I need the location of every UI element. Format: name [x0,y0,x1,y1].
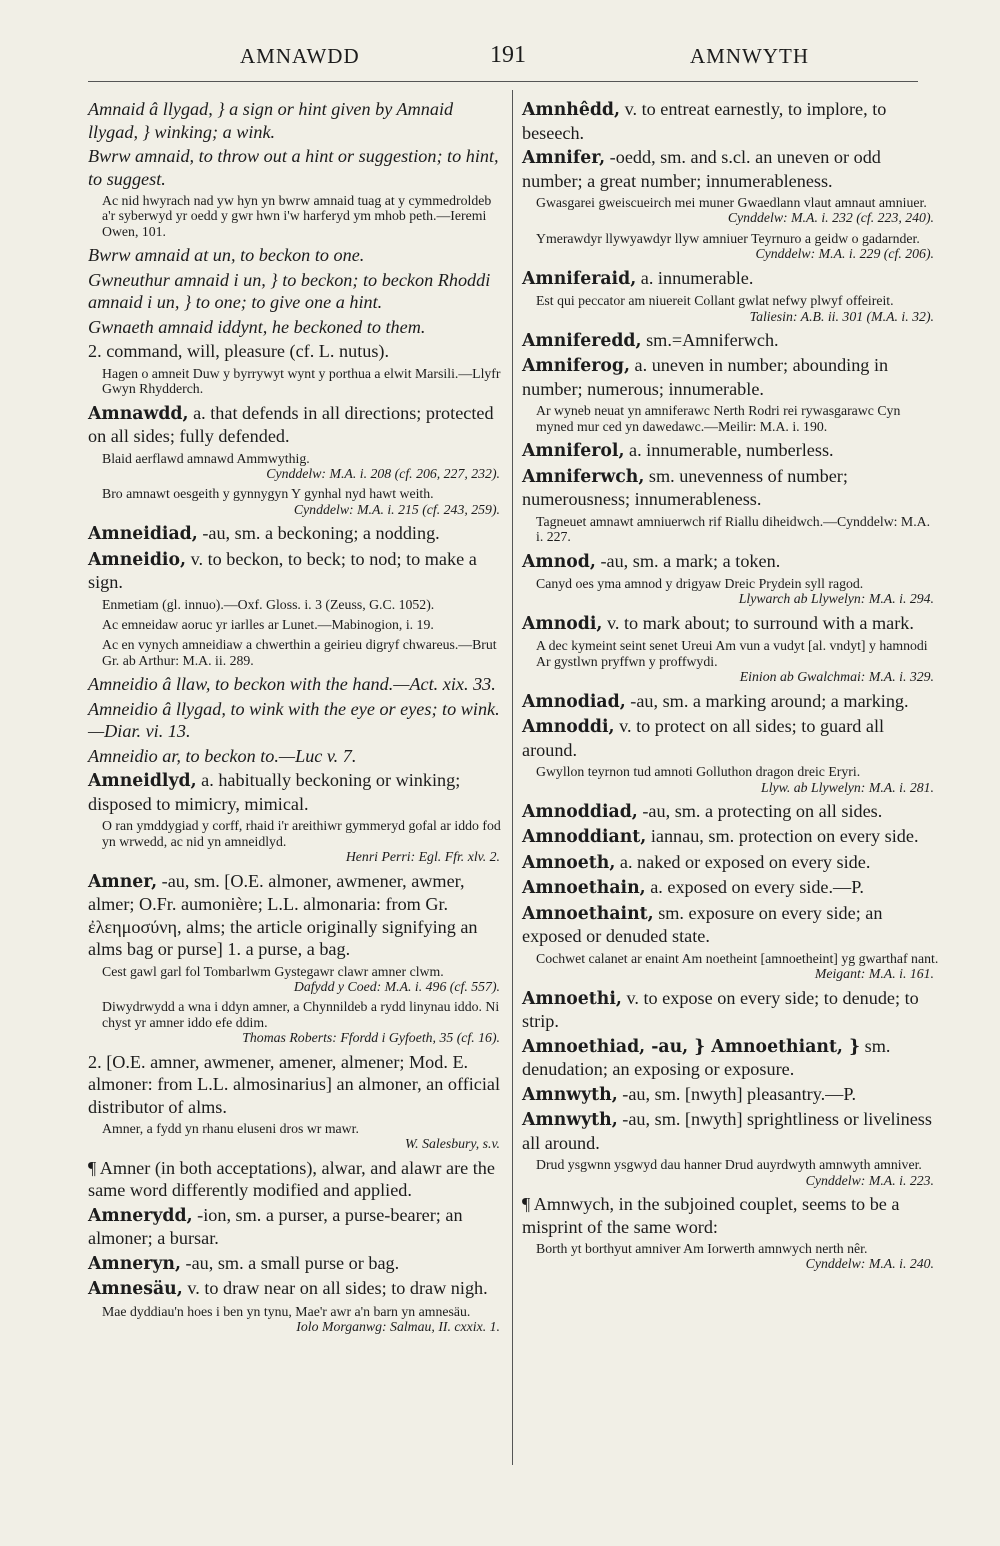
citation-text: Cest gawl garl fol Tombarlwm Gystegawr clawr amner clwm. [102,963,444,979]
citation-source: Thomas Roberts: Ffordd i Gyfoeth, 35 (cf. 16). [242,1030,500,1046]
citation-source: W. Salesbury, s.v. [404,1136,500,1152]
header-rule [88,81,918,82]
dictionary-entry [522,1035,940,1081]
dictionary-entry [522,876,940,900]
dictionary-entry [522,1108,940,1154]
entry-definition: -au, sm. [nwyth] sprightliness or liveliness all around. [522,1109,932,1153]
dictionary-entry [522,267,940,291]
entry-definition: -au, sm. a beckoning; a nodding. [197,523,440,544]
sense-note: 2. command, will, pleasure (cf. L. nutus). [88,341,390,362]
left-column [88,98,506,1340]
citation-text: A dec kymeint seint senet Ureui Am vun a vudyt [al. vndyt] y hamnodi Ar gystlwn pryffwn y proffwydi. [536,638,928,669]
entry-definition: iannau, sm. protection on every side. [646,826,919,847]
entry-definition: a. habitually beckoning or winking; disposed to mimicry, mimical. [88,770,461,814]
dictionary-entry [88,769,506,815]
citation-source: Cynddelw: M.A. i. 223. [805,1172,934,1188]
entry-headword: Amneryn, [88,1253,181,1274]
dictionary-entry [88,870,506,961]
sense-note: 2. [O.E. amner, awmener, amener, almener; Mod. E. almoner: from L.L. almosinarius] an almoner, an official distributor of alms. [88,1051,501,1117]
entry-definition: sm. exposure on every side; an exposed or denuded state. [522,902,883,947]
citation [536,231,940,262]
dictionary-entry [522,1083,940,1107]
dictionary-entry [88,522,506,546]
entry-headword: Amnerydd, [88,1205,193,1226]
phrase-subentry: Gwnaeth amnaid iddynt, he beckoned to them. [88,316,426,337]
dictionary-entry [88,1252,506,1276]
citation-text: Gwasgarei gweiscueirch mei muner Gwaedlann vlaut amnaut amniuer. [536,195,927,210]
citation-text: Hagen o amneit Duw y byrrywyt wynt y porthua a elwit Marsili.—Llyfr Gwyn Rhydderch. [102,365,501,397]
entry-definition: a. innumerable. [636,267,754,288]
dictionary-entry [522,146,940,192]
phrase-subentry: Amneidio â llygad, to wink with the eye or eyes; to wink.—Diar. vi. 13. [88,698,500,742]
citation [102,597,506,612]
citation [102,818,506,864]
dictionary-entry [88,1277,506,1301]
citation-text: O ran ymddygiad y corff, rhaid i'r areithiwr gymmeryd gofal ar iddo fod yn wrwedd, ac nid yn amneidlyd. [102,818,501,849]
phrase-subentry: Bwrw amnaid at un, to beckon to one. [88,245,365,266]
dictionary-entry [522,825,940,849]
entry-headword: Amnifer, [522,148,606,168]
entry-headword: Amnoddiad, [522,801,638,822]
citation-text: Canyd oes yma amnod y drigyaw Dreic Prydein syll ragod. [536,576,864,592]
dictionary-entry [522,612,940,636]
right-column [522,98,940,1277]
citation-text: Tagneuet amnawt amniuerwch rif Riallu diheidwch.—Cynddelw: M.A. i. 227. [536,513,931,545]
dictionary-entry [522,800,940,824]
citation-source: Cynddelw: M.A. i. 208 (cf. 206, 227, 232). [266,465,500,481]
dictionary-entry [522,851,940,875]
entry-definition: -au, sm. a mark; a token. [595,550,781,571]
entry-headword: Amneidlyd, [88,771,197,792]
phrase-subentry: Amneidio ar, to beckon to.—Luc v. 7. [88,745,357,766]
citation [102,1304,506,1335]
citation-source: Einion ab Gwalchmai: M.A. i. 329. [739,669,934,685]
entry-definition: a. uneven in number; abounding in number; numerous; innumerable. [522,355,889,399]
citation-text: Gwyllon teyrnon tud amnoti Golluthon dragon dreic Eryri. [536,764,861,780]
citation-text: Ac en vynych amneidiaw a chwerthin a geirieu digryf chwareus.—Brut Gr. ab Arthur: M.A. ii. 289. [102,637,497,668]
entry-definition: v. to mark about; to surround with a mark. [602,612,914,633]
entry-definition: v. to draw near on all sides; to draw nigh. [182,1278,488,1299]
left-guide-word: AMNAWDD [240,44,360,68]
running-header [0,44,1000,74]
entry-headword: Amnesäu, [88,1279,183,1300]
entry-headword: Amnodi, [522,613,603,634]
entry-definition: v. to entreat earnestly, to implore, to beseech. [522,99,887,143]
citation-text: Ar wyneb neuat yn amniferawc Nerth Rodri rei rywasgarawc Cyn myned mur ced yn dawedawc.—Meilir: M.A. i. 190. [536,403,901,434]
entry-headword: Amnoethain, [522,878,646,899]
entry-definition: v. to protect on all sides; to guard all around. [522,716,885,760]
entry-headword: Amnoethaint, [522,903,654,924]
phrase-subentry: Bwrw amnaid, to throw out a hint or suggestion; to hint, to suggest. [88,146,499,189]
phrase-subentry: Amnaid â llygad, } a sign or hint given by Amnaid llygad, } winking; a wink. [88,99,454,142]
entry-headword: Amniferedd, [522,330,642,351]
dictionary-entry [88,548,506,594]
citation-text: Ymerawdyr llywyawdyr llyw amniuer Teyrnuro a geidw o gadarnder. [536,230,920,246]
dictionary-entry [522,690,940,714]
dictionary-entry [522,902,940,948]
citation-text: Ac emneidaw aoruc yr iarlles ar Lunet.—Mabinogion, i. 19. [102,617,434,633]
entry-definition: a. that defends in all directions; protected on all sides; fully defended. [88,402,494,447]
citation-source: Cynddelw: M.A. i. 232 (cf. 223, 240). [727,210,934,226]
dictionary-entry [522,98,940,144]
entry-headword: Amnoddi, [522,717,615,738]
entry-headword: Amnwyth, [522,1110,618,1131]
citation-source: Llywarch ab Llywelyn: M.A. i. 294. [738,591,934,607]
citation [102,193,506,239]
citation [536,514,940,545]
entry-headword: Amnoddiant, [522,827,647,848]
entry-headword: Amnoethiad, -au, } Amnoethiant, } [522,1036,861,1057]
entry-headword: Amnawdd, [88,403,189,424]
citation-text: Drud ysgwnn ysgwyd dau hanner Drud auyrdwyth amnwyth amniver. [536,1157,922,1173]
entry-headword: Amnwyth, [522,1084,618,1105]
dictionary-entry [522,987,940,1033]
entry-definition: sm. unevenness of number; numerousness; innumerableness. [522,465,848,510]
citation-text: Diwydrwydd a wna i ddyn amner, a Chynnildeb a rydd linynau iddo. Ni chyst yr amner iddo efe ddim. [102,999,500,1030]
entry-definition: -au, sm. a marking around; a marking. [625,690,909,711]
citation-text: Bro amnawt oesgeith y gynnygyn Y gynhal nyd hawt weith. [102,486,434,502]
entry-definition: sm. denudation; an exposing or exposure. [522,1035,891,1080]
citation-text: Enmetiam (gl. innuo).—Oxf. Gloss. i. 3 (Zeuss, G.C. 1052). [102,596,435,612]
citation-text: Borth yt borthyut amniver Am Iorwerth amnwych nerth nêr. [536,1241,868,1257]
entry-definition: -oedd, sm. and s.cl. an uneven or odd number; a great number; innumerableness. [522,147,881,191]
citation-text: Est qui peccator am niuereit Collant gwlat nefwy plwyf offeireit. [536,293,894,309]
right-guide-word: AMNWYTH [690,44,809,68]
entry-headword: Amnoeth, [522,852,616,873]
sense-note: ¶ Amnwych, in the subjoined couplet, seems to be a misprint of the same word: [522,1194,900,1237]
entry-definition: -ion, sm. a purser, a purse-bearer; an almoner; a bursar. [88,1204,463,1249]
citation [102,366,506,397]
citation [536,638,940,684]
citation [102,964,506,995]
citation-text: Mae dyddiau'n hoes i ben yn tynu, Mae'r awr a'n barn yn amnesäu. [102,1303,471,1319]
citation [536,293,940,324]
citation [102,617,506,632]
citation-source: Cynddelw: M.A. i. 215 (cf. 243, 259). [293,501,500,517]
citation-text: Blaid aerflawd amnawd Ammwythig. [102,450,310,466]
entry-definition: -au, sm. a small purse or bag. [180,1252,400,1273]
entry-headword: Amniferaid, [522,268,637,289]
entry-definition: -au, sm. [O.E. almoner, awmener, awmer, almer; O.Fr. aumonière; L.L. almonaria: from Gr. ἐλεημοσύνη, alms; the article originally signifying an alms bag or purse] 1. a purse, a bag. [88,870,478,959]
entry-definition: -au, sm. [nwyth] pleasantry.—P. [617,1083,856,1104]
column-divider [512,90,513,1465]
phrase-subentry: Gwneuthur amnaid i un, } to beckon; to beckon Rhoddi amnaid i un, } to one; to give one a hint. [88,269,491,313]
sense-note: ¶ Amner (in both acceptations), alwar, and alawr are the same word differently modified and applied. [88,1157,495,1201]
citation-source: Iolo Morganwg: Salmau, II. cxxix. 1. [296,1319,500,1335]
citation-source: Taliesin: A.B. ii. 301 (M.A. i. 32). [749,308,934,324]
citation-text: Ac nid hwyrach nad yw hyn yn bwrw amnaid tuag at y cymmedroldeb a'r syberwyd yr oedd y gwr hwn i'w harferyd ym mhob peth.—Ieremi Owen, 101. [102,193,492,239]
citation [536,195,940,226]
dictionary-entry [522,715,940,761]
dictionary-entry [522,439,940,463]
entry-headword: Amnod, [522,551,596,572]
citation-text: Cochwet calanet ar enaint Am noetheint [amnoetheint] yg gwarthaf nant. [536,950,939,966]
citation-source: Dafydd y Coed: M.A. i. 496 (cf. 557). [293,978,500,994]
entry-definition: a. innumerable, numberless. [624,440,834,461]
citation-source: Llyw. ab Llywelyn: M.A. i. 281. [761,779,934,795]
citation [536,1241,940,1272]
dictionary-entry [522,329,940,353]
entry-headword: Amniferwch, [522,466,645,487]
dictionary-entry [88,1204,506,1250]
citation-source: Meigant: M.A. i. 161. [814,966,934,982]
citation-source: Cynddelw: M.A. i. 229 (cf. 206). [755,246,934,262]
citation [102,637,506,668]
citation [536,576,940,607]
citation-source: Cynddelw: M.A. i. 240. [805,1256,934,1272]
citation [102,451,506,482]
dictionary-entry [522,550,940,574]
entry-definition: a. naked or exposed on every side. [615,851,871,872]
citation-text: Amner, a fydd yn rhanu eluseni dros wr mawr. [102,1121,359,1137]
citation [102,999,506,1045]
page-number: 191 [490,42,526,68]
entry-headword: Amneidio, [88,549,187,570]
entry-headword: Amnodiad, [522,691,626,712]
entry-definition: v. to expose on every side; to denude; to strip. [522,987,919,1032]
entry-definition: -au, sm. a protecting on all sides. [637,800,883,821]
phrase-subentry: Amneidio â llaw, to beckon with the hand.—Act. xix. 33. [88,674,496,695]
entry-headword: Amniferol, [522,441,625,462]
entry-headword: Amner, [88,871,158,892]
entry-headword: Amneidiad, [88,524,198,545]
entry-headword: Amnhêdd, [522,100,621,120]
entry-definition: sm.=Amniferwch. [641,329,779,350]
entry-definition: a. exposed on every side.—P. [645,877,864,898]
dictionary-entry [88,402,506,448]
entry-definition: v. to beckon, to beck; to nod; to make a sign. [88,548,477,593]
citation [102,486,506,517]
citation [536,1157,940,1188]
citation [536,764,940,795]
entry-headword: Amniferog, [522,356,630,377]
dictionary-entry [522,465,940,511]
entry-headword: Amnoethi, [522,988,622,1009]
citation [102,1121,506,1152]
citation-source: Henri Perri: Egl. Ffr. xlv. 2. [345,849,500,865]
citation [536,951,940,982]
citation [536,403,940,434]
dictionary-entry [522,354,940,400]
